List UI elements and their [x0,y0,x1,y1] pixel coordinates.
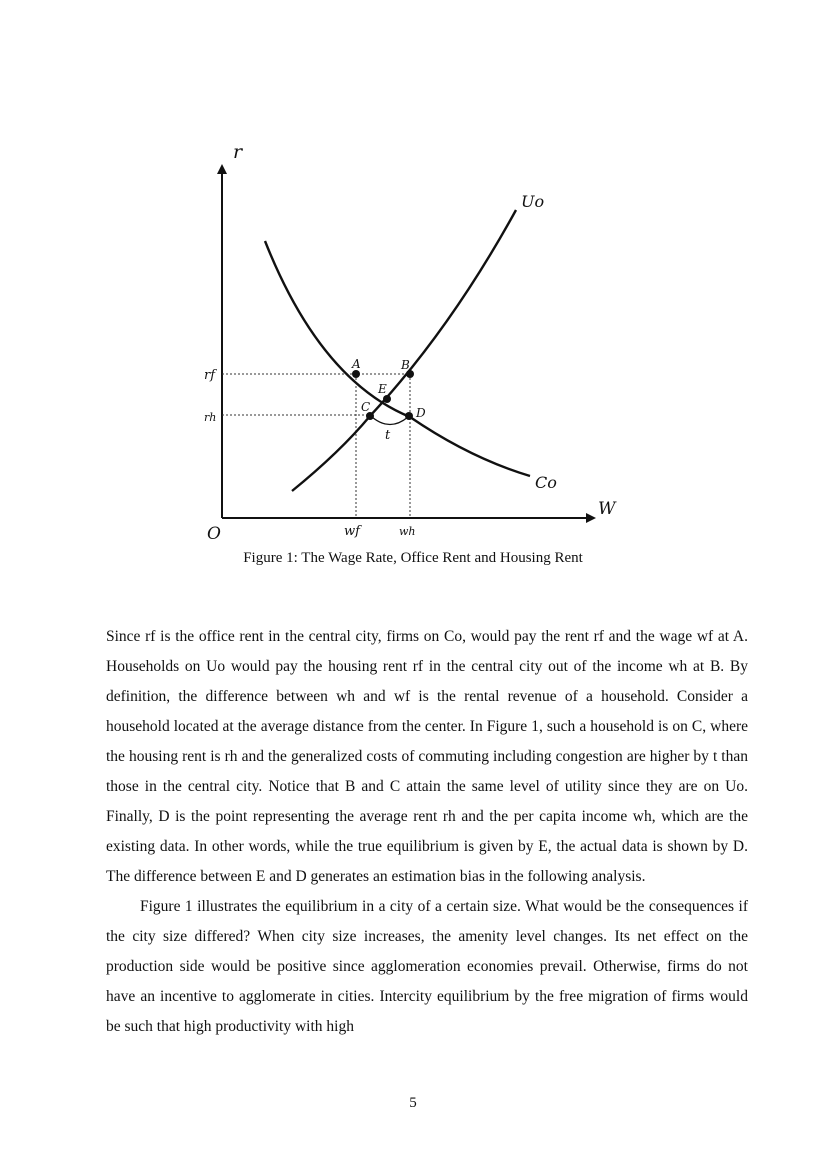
wh-tick-label: wh [399,525,416,538]
paragraph-1: Since rf is the office rent in the central city, firms on Co, would pay the rent rf and the wage wf at A. Households on Uo would pay the housing rent rf in the central city out of the income wh at B. By definition, the difference between wh and wf is the rental revenue of a household. Consider a household located at the average distance from the center. In Figure 1, such a household is on C, where the housing rent is rh and the generalized costs of commuting including congestion are higher by t than those in the central city. Notice that B and C attain the same level of utility since they are on Uo. Finally, D is the point representing the average rent rh and the per capita income wh, which are the existing data. In other words, while the true equilibrium is given by E, the actual data is shown by D. The difference between E and D generates an estimation bias in the following analysis. [106,628,748,885]
point-c-label: C [361,400,371,414]
co-curve-label: Co [535,473,557,492]
point-b-label: B [401,358,410,372]
body-text [106,622,748,1042]
point-e-label: E [378,382,387,396]
y-axis-label: r [233,141,243,163]
uo-curve-label: Uo [521,192,545,211]
figure-caption: Figure 1: The Wage Rate, Office Rent and Housing Rent [243,550,583,566]
x-axis-label: W [598,499,616,519]
point-a [352,370,360,378]
page-number: 5 [409,1095,417,1111]
paragraph-2: Figure 1 illustrates the equilibrium in a city of a certain size. What would be the consequences if the city size differed? When city size increases, the amenity level changes. Its net effect on the production side would be positive since agglomeration economies prevail. Otherwise, firms do not have an incentive to agglomerate in cities. Intercity equilibrium by the free migration of firms would be such that high productivity with high [106,898,748,1035]
point-a-label: A [352,357,361,371]
t-label: t [385,428,391,443]
point-d-label: D [416,406,426,420]
wage-rent-figure [0,0,826,545]
origin-label: O [207,524,221,544]
rf-tick-label: rf [204,368,216,383]
wf-tick-label: wf [344,524,360,539]
point-d [405,412,413,420]
t-gap-arc [372,417,408,425]
rh-tick-label: rh [204,411,217,424]
curve-co [265,241,530,476]
point-e [383,395,391,403]
